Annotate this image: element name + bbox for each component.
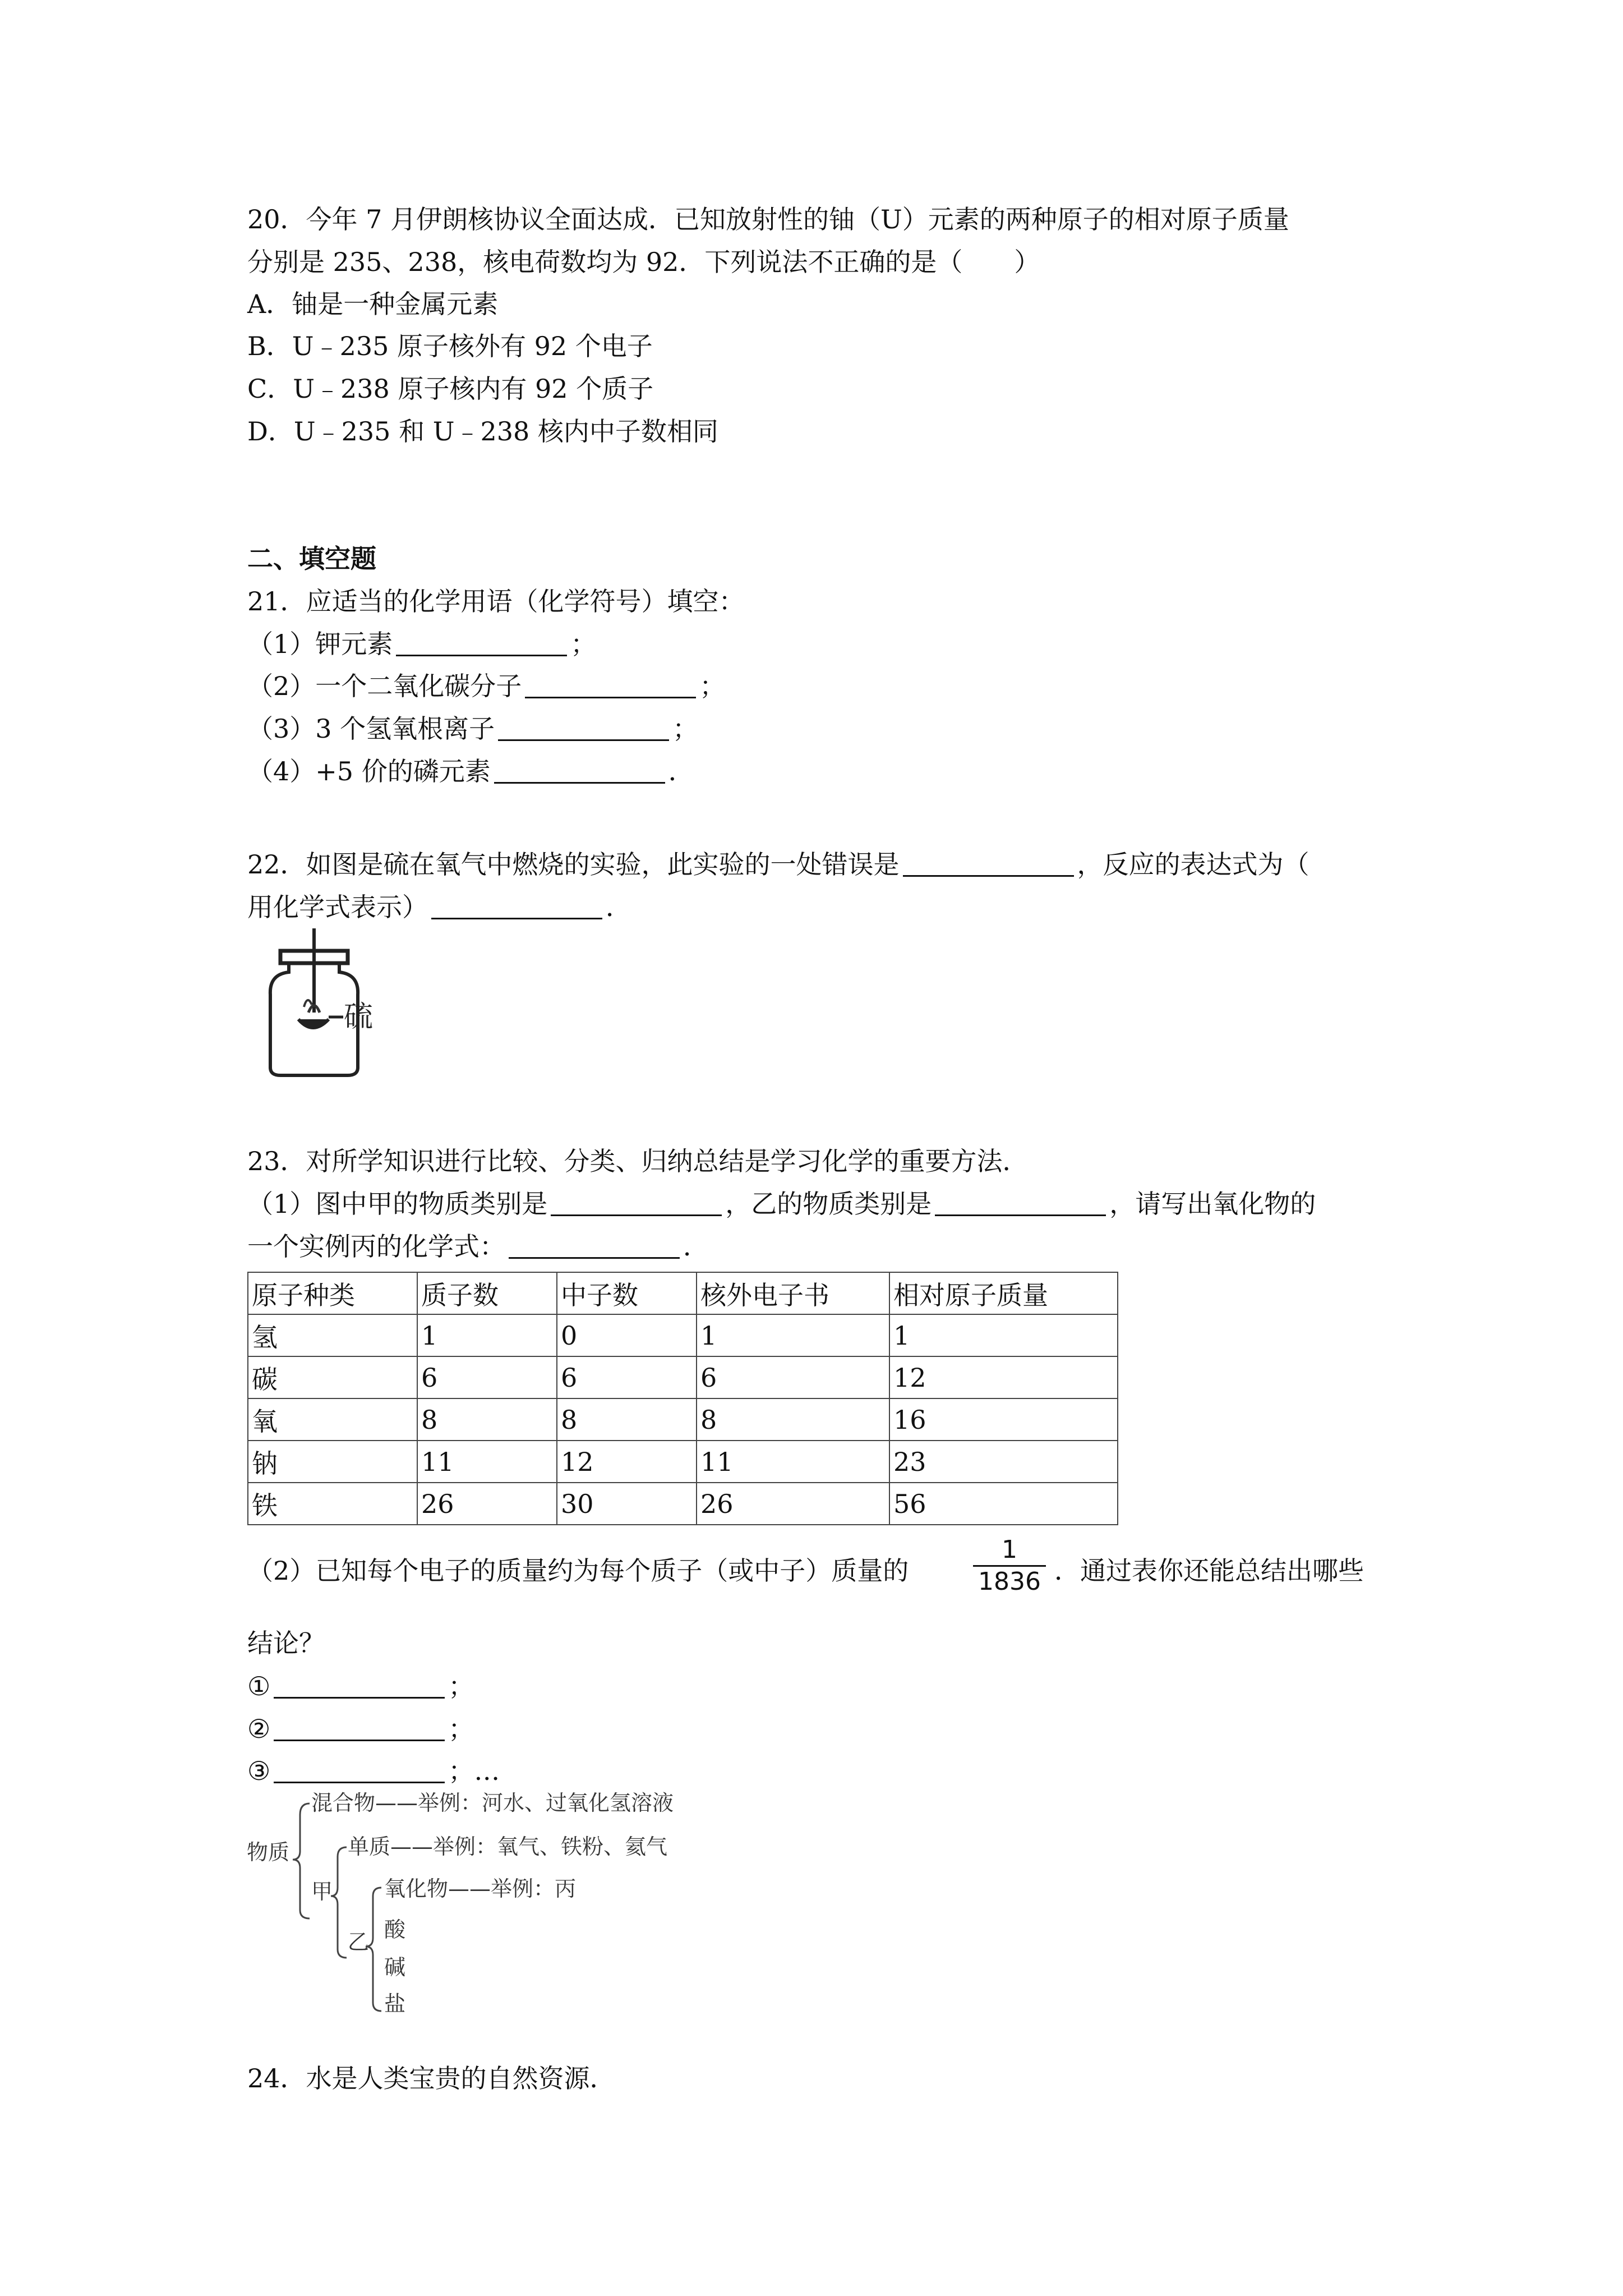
q21-stem: 21．应适当的化学用语（化学符号）填空： <box>247 586 745 616</box>
table-cell: 11 <box>697 1441 889 1483</box>
q21-item-3-label: （3）3 个氢氧根离子 <box>247 714 495 744</box>
table-cell: 6 <box>557 1356 697 1398</box>
table-header: 中子数 <box>557 1272 697 1314</box>
table-cell: 11 <box>417 1441 557 1483</box>
table-row <box>248 1356 1118 1398</box>
table-cell: 12 <box>557 1441 697 1483</box>
table-cell: 30 <box>557 1483 697 1525</box>
q22-text-b: ，反应的表达式为（ <box>1077 849 1310 880</box>
answer-blank[interactable] <box>274 1674 445 1699</box>
table-row <box>248 1441 1118 1483</box>
q23-p2-text-b: ．通过表你还能总结出哪些 <box>1054 1556 1364 1586</box>
conclusion-2 <box>247 1713 474 1745</box>
tree-element: 单质——举例：氧气、铁粉、氦气 <box>348 1834 668 1859</box>
table-cell: 16 <box>889 1398 1118 1441</box>
tree-salt: 盐 <box>384 1991 406 2016</box>
table-cell: 26 <box>417 1483 557 1525</box>
fraction-denominator: 1836 <box>978 1567 1041 1596</box>
table-cell: 0 <box>557 1314 697 1356</box>
q21-item-4 <box>247 755 694 788</box>
table-cell: 1 <box>417 1314 557 1356</box>
q21-item-3 <box>247 712 698 745</box>
table-cell: 铁 <box>248 1483 417 1525</box>
table-cell: 26 <box>697 1483 889 1525</box>
q24-stem: 24．水是人类宝贵的自然资源． <box>247 2063 616 2093</box>
q22-text-c: 用化学式表示） <box>247 892 428 922</box>
table-header-row <box>248 1272 1118 1314</box>
answer-blank[interactable] <box>509 1235 680 1259</box>
q21-item-1-end: ； <box>570 629 597 659</box>
conclusion-3-mark: ③ <box>247 1756 271 1786</box>
q23-part1-line1 <box>247 1188 1316 1220</box>
q21-item-3-end: ； <box>672 714 699 744</box>
q22-text-d: ． <box>606 892 631 922</box>
table-cell: 1 <box>889 1314 1118 1356</box>
q21-item-1 <box>247 628 596 660</box>
table-row <box>248 1398 1118 1441</box>
table-cell: 氧 <box>248 1398 417 1441</box>
sulfur-label: 硫 <box>344 1000 374 1034</box>
q23-stem: 23．对所学知识进行比较、分类、归纳总结是学习化学的重要方法． <box>247 1146 1029 1176</box>
q21-item-2-label: （2）一个二氧化碳分子 <box>247 671 522 701</box>
table-cell: 56 <box>889 1483 1118 1525</box>
q23-p1-text-b: ，乙的物质类别是 <box>725 1189 932 1219</box>
q22-line1 <box>247 848 1310 881</box>
tree-mixture: 混合物——举例：河水、过氧化氢溶液 <box>311 1791 674 1815</box>
q20-option-c: C．U﹣238 原子核内有 92 个质子 <box>247 374 654 404</box>
table-header: 原子种类 <box>248 1272 417 1314</box>
table-header: 核外电子书 <box>697 1272 889 1314</box>
q20-option-b: B．U﹣235 原子核外有 92 个电子 <box>247 331 653 361</box>
table-cell: 23 <box>889 1441 1118 1483</box>
conclusion-1-mark: ① <box>247 1671 271 1701</box>
table-cell: 6 <box>697 1356 889 1398</box>
q23-p1-text-c: ，请写出氧化物的 <box>1109 1189 1316 1219</box>
table-cell: 8 <box>557 1398 697 1441</box>
answer-blank[interactable] <box>498 717 669 741</box>
q22-line2 <box>247 891 631 923</box>
table-cell: 钠 <box>248 1441 417 1483</box>
q20-option-a: A．铀是一种金属元素 <box>247 289 499 319</box>
q21-item-4-end: ． <box>668 756 694 786</box>
q23-p1-text-d: 一个实例丙的化学式： <box>247 1231 505 1262</box>
tree-yi: 乙 <box>348 1930 370 1954</box>
conclusion-2-mark: ② <box>247 1714 271 1744</box>
table-cell: 碳 <box>248 1356 417 1398</box>
fraction <box>973 1536 1046 1596</box>
conclusion-3-end: ；… <box>448 1756 500 1786</box>
table-cell: 8 <box>697 1398 889 1441</box>
gas-bottle-icon <box>264 928 398 1085</box>
tree-acid: 酸 <box>384 1917 406 1942</box>
table-row <box>248 1483 1118 1525</box>
table-row <box>248 1314 1118 1356</box>
table-header: 质子数 <box>417 1272 557 1314</box>
tree-oxide: 氧化物——举例：丙 <box>384 1876 577 1901</box>
q23-p2-text-a: （2）已知每个电子的质量约为每个质子（或中子）质量的 <box>247 1556 909 1586</box>
table-cell: 12 <box>889 1356 1118 1398</box>
q21-item-2-end: ； <box>699 671 726 701</box>
answer-blank[interactable] <box>274 1717 445 1741</box>
answer-blank[interactable] <box>274 1759 445 1783</box>
q23-p1-text-e: ． <box>683 1231 709 1262</box>
atom-table <box>247 1272 1118 1525</box>
answer-blank[interactable] <box>431 895 602 919</box>
answer-blank[interactable] <box>525 674 696 698</box>
classification-tree <box>247 1781 751 2019</box>
q22-text-a: 22．如图是硫在氧气中燃烧的实验，此实验的一处错误是 <box>247 849 900 880</box>
answer-blank[interactable] <box>903 853 1074 877</box>
q20-stem-line2: 分别是 235、238，核电荷数均为 92．下列说法不正确的是（ ） <box>247 247 1040 277</box>
table-header: 相对原子质量 <box>889 1272 1118 1314</box>
table-cell: 8 <box>417 1398 557 1441</box>
conclusion-2-end: ； <box>448 1714 474 1744</box>
q23-p2-line2: 结论？ <box>247 1628 325 1658</box>
conclusion-1 <box>247 1670 474 1703</box>
table-cell: 6 <box>417 1356 557 1398</box>
answer-blank[interactable] <box>935 1192 1106 1216</box>
section-title: 二、填空题 <box>247 544 376 574</box>
answer-blank[interactable] <box>494 760 665 784</box>
sulfur-burning-figure <box>264 928 398 1088</box>
q21-item-4-label: （4）+5 价的磷元素 <box>247 756 491 786</box>
table-cell: 氢 <box>248 1314 417 1356</box>
tree-root: 物质 <box>247 1840 290 1865</box>
answer-blank[interactable] <box>551 1192 722 1216</box>
q21-item-2 <box>247 670 725 702</box>
q20-option-d: D．U﹣235 和 U﹣238 核内中子数相同 <box>247 416 718 447</box>
table-cell: 1 <box>697 1314 889 1356</box>
conclusion-1-end: ； <box>448 1671 474 1701</box>
fraction-numerator: 1 <box>1002 1535 1017 1564</box>
answer-blank[interactable] <box>396 632 567 656</box>
q23-p1-text-a: （1）图中甲的物质类别是 <box>247 1189 548 1219</box>
tree-jia: 甲 <box>311 1879 333 1904</box>
q21-item-1-label: （1）钾元素 <box>247 629 393 659</box>
q23-part1-line2 <box>247 1230 709 1263</box>
tree-base: 碱 <box>384 1955 406 1980</box>
q20-stem-line1: 20．今年 7 月伊朗核协议全面达成．已知放射性的铀（U）元素的两种原子的相对原子质量 <box>247 204 1289 234</box>
